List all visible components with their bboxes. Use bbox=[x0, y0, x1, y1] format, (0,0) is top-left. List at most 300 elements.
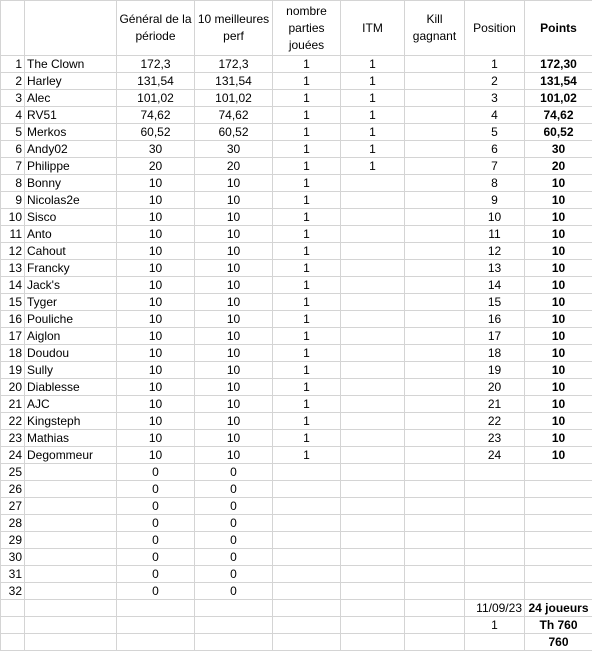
row-number[interactable]: 16 bbox=[1, 311, 25, 328]
itm-cell[interactable] bbox=[341, 311, 405, 328]
games-cell[interactable]: 1 bbox=[273, 56, 341, 73]
itm-cell[interactable]: 1 bbox=[341, 73, 405, 90]
kill-cell[interactable] bbox=[405, 260, 465, 277]
position-cell[interactable] bbox=[465, 583, 525, 600]
kill-cell[interactable] bbox=[405, 141, 465, 158]
best10-cell[interactable]: 0 bbox=[195, 549, 273, 566]
general-cell[interactable]: 10 bbox=[117, 328, 195, 345]
points-cell[interactable] bbox=[525, 464, 592, 481]
games-cell[interactable] bbox=[273, 498, 341, 515]
row-number[interactable]: 5 bbox=[1, 124, 25, 141]
points-cell[interactable]: 60,52 bbox=[525, 124, 592, 141]
kill-cell[interactable] bbox=[405, 226, 465, 243]
row-number[interactable]: 4 bbox=[1, 107, 25, 124]
player-name-cell[interactable] bbox=[25, 566, 117, 583]
row-number[interactable]: 6 bbox=[1, 141, 25, 158]
position-cell[interactable]: 22 bbox=[465, 413, 525, 430]
best10-cell[interactable]: 10 bbox=[195, 430, 273, 447]
points-cell[interactable]: 10 bbox=[525, 209, 592, 226]
best10-cell[interactable]: 10 bbox=[195, 277, 273, 294]
points-cell[interactable]: 10 bbox=[525, 311, 592, 328]
points-cell[interactable]: 10 bbox=[525, 430, 592, 447]
points-cell[interactable]: 20 bbox=[525, 158, 592, 175]
points-cell[interactable]: 10 bbox=[525, 379, 592, 396]
points-cell[interactable] bbox=[525, 549, 592, 566]
games-cell[interactable]: 1 bbox=[273, 311, 341, 328]
position-cell[interactable]: 16 bbox=[465, 311, 525, 328]
player-name-cell[interactable]: Kingsteph bbox=[25, 413, 117, 430]
row-number[interactable]: 17 bbox=[1, 328, 25, 345]
itm-cell[interactable]: 1 bbox=[341, 158, 405, 175]
general-cell[interactable]: 10 bbox=[117, 447, 195, 464]
footer-th[interactable]: Th 760 bbox=[525, 617, 592, 634]
row-number[interactable]: 32 bbox=[1, 583, 25, 600]
kill-cell[interactable] bbox=[405, 549, 465, 566]
position-cell[interactable] bbox=[465, 566, 525, 583]
points-cell[interactable]: 101,02 bbox=[525, 90, 592, 107]
games-cell[interactable]: 1 bbox=[273, 90, 341, 107]
kill-cell[interactable] bbox=[405, 379, 465, 396]
player-name-cell[interactable]: RV51 bbox=[25, 107, 117, 124]
games-cell[interactable]: 1 bbox=[273, 124, 341, 141]
general-cell[interactable]: 10 bbox=[117, 294, 195, 311]
best10-cell[interactable]: 0 bbox=[195, 498, 273, 515]
header-best10[interactable]: 10 meilleures perf bbox=[195, 1, 273, 56]
player-name-cell[interactable]: Jack's bbox=[25, 277, 117, 294]
points-cell[interactable]: 10 bbox=[525, 175, 592, 192]
points-cell[interactable]: 10 bbox=[525, 192, 592, 209]
best10-cell[interactable]: 74,62 bbox=[195, 107, 273, 124]
general-cell[interactable]: 30 bbox=[117, 141, 195, 158]
best10-cell[interactable]: 10 bbox=[195, 396, 273, 413]
position-cell[interactable]: 6 bbox=[465, 141, 525, 158]
itm-cell[interactable] bbox=[341, 396, 405, 413]
games-cell[interactable]: 1 bbox=[273, 379, 341, 396]
general-cell[interactable]: 0 bbox=[117, 515, 195, 532]
general-cell[interactable]: 10 bbox=[117, 209, 195, 226]
row-number[interactable]: 11 bbox=[1, 226, 25, 243]
general-cell[interactable]: 10 bbox=[117, 345, 195, 362]
header-kill[interactable]: Kill gagnant bbox=[405, 1, 465, 56]
row-number[interactable]: 31 bbox=[1, 566, 25, 583]
header-itm[interactable]: ITM bbox=[341, 1, 405, 56]
itm-cell[interactable] bbox=[341, 277, 405, 294]
row-number[interactable]: 9 bbox=[1, 192, 25, 209]
games-cell[interactable] bbox=[273, 549, 341, 566]
itm-cell[interactable] bbox=[341, 328, 405, 345]
general-cell[interactable]: 10 bbox=[117, 379, 195, 396]
player-name-cell[interactable]: The Clown bbox=[25, 56, 117, 73]
points-cell[interactable] bbox=[525, 481, 592, 498]
position-cell[interactable]: 11 bbox=[465, 226, 525, 243]
games-cell[interactable] bbox=[273, 464, 341, 481]
position-cell[interactable] bbox=[465, 464, 525, 481]
row-number[interactable]: 21 bbox=[1, 396, 25, 413]
kill-cell[interactable] bbox=[405, 362, 465, 379]
itm-cell[interactable] bbox=[341, 345, 405, 362]
itm-cell[interactable] bbox=[341, 498, 405, 515]
itm-cell[interactable] bbox=[341, 532, 405, 549]
games-cell[interactable]: 1 bbox=[273, 362, 341, 379]
best10-cell[interactable]: 10 bbox=[195, 379, 273, 396]
position-cell[interactable]: 23 bbox=[465, 430, 525, 447]
best10-cell[interactable]: 10 bbox=[195, 362, 273, 379]
player-name-cell[interactable]: Mathias bbox=[25, 430, 117, 447]
row-number[interactable]: 10 bbox=[1, 209, 25, 226]
row-number[interactable]: 25 bbox=[1, 464, 25, 481]
best10-cell[interactable]: 0 bbox=[195, 566, 273, 583]
games-cell[interactable]: 1 bbox=[273, 396, 341, 413]
position-cell[interactable]: 8 bbox=[465, 175, 525, 192]
itm-cell[interactable]: 1 bbox=[341, 90, 405, 107]
header-points[interactable]: Points bbox=[525, 1, 592, 56]
position-cell[interactable]: 7 bbox=[465, 158, 525, 175]
best10-cell[interactable]: 10 bbox=[195, 243, 273, 260]
best10-cell[interactable]: 10 bbox=[195, 345, 273, 362]
player-name-cell[interactable]: Sisco bbox=[25, 209, 117, 226]
general-cell[interactable]: 20 bbox=[117, 158, 195, 175]
player-name-cell[interactable] bbox=[25, 532, 117, 549]
position-cell[interactable]: 2 bbox=[465, 73, 525, 90]
itm-cell[interactable]: 1 bbox=[341, 141, 405, 158]
itm-cell[interactable]: 1 bbox=[341, 56, 405, 73]
position-cell[interactable]: 20 bbox=[465, 379, 525, 396]
itm-cell[interactable] bbox=[341, 226, 405, 243]
games-cell[interactable]: 1 bbox=[273, 294, 341, 311]
header-position[interactable]: Position bbox=[465, 1, 525, 56]
kill-cell[interactable] bbox=[405, 124, 465, 141]
player-name-cell[interactable]: Nicolas2e bbox=[25, 192, 117, 209]
itm-cell[interactable] bbox=[341, 549, 405, 566]
itm-cell[interactable] bbox=[341, 413, 405, 430]
position-cell[interactable]: 5 bbox=[465, 124, 525, 141]
best10-cell[interactable]: 60,52 bbox=[195, 124, 273, 141]
itm-cell[interactable] bbox=[341, 243, 405, 260]
general-cell[interactable]: 10 bbox=[117, 430, 195, 447]
player-name-cell[interactable]: Anto bbox=[25, 226, 117, 243]
header-cell-name[interactable] bbox=[25, 1, 117, 56]
kill-cell[interactable] bbox=[405, 209, 465, 226]
player-name-cell[interactable]: Tyger bbox=[25, 294, 117, 311]
games-cell[interactable]: 1 bbox=[273, 73, 341, 90]
general-cell[interactable]: 10 bbox=[117, 396, 195, 413]
best10-cell[interactable]: 0 bbox=[195, 532, 273, 549]
row-number[interactable]: 27 bbox=[1, 498, 25, 515]
itm-cell[interactable] bbox=[341, 379, 405, 396]
kill-cell[interactable] bbox=[405, 345, 465, 362]
general-cell[interactable]: 10 bbox=[117, 311, 195, 328]
kill-cell[interactable] bbox=[405, 481, 465, 498]
games-cell[interactable] bbox=[273, 481, 341, 498]
player-name-cell[interactable] bbox=[25, 498, 117, 515]
general-cell[interactable]: 0 bbox=[117, 566, 195, 583]
kill-cell[interactable] bbox=[405, 277, 465, 294]
position-cell[interactable] bbox=[465, 549, 525, 566]
points-cell[interactable]: 10 bbox=[525, 243, 592, 260]
points-cell[interactable]: 10 bbox=[525, 277, 592, 294]
kill-cell[interactable] bbox=[405, 532, 465, 549]
position-cell[interactable]: 15 bbox=[465, 294, 525, 311]
position-cell[interactable] bbox=[465, 532, 525, 549]
player-name-cell[interactable] bbox=[25, 583, 117, 600]
games-cell[interactable] bbox=[273, 566, 341, 583]
row-number[interactable]: 20 bbox=[1, 379, 25, 396]
row-number[interactable]: 18 bbox=[1, 345, 25, 362]
itm-cell[interactable] bbox=[341, 464, 405, 481]
row-number[interactable]: 23 bbox=[1, 430, 25, 447]
itm-cell[interactable] bbox=[341, 294, 405, 311]
general-cell[interactable]: 10 bbox=[117, 192, 195, 209]
kill-cell[interactable] bbox=[405, 447, 465, 464]
player-name-cell[interactable]: Diablesse bbox=[25, 379, 117, 396]
row-number[interactable]: 24 bbox=[1, 447, 25, 464]
games-cell[interactable]: 1 bbox=[273, 209, 341, 226]
general-cell[interactable]: 10 bbox=[117, 277, 195, 294]
kill-cell[interactable] bbox=[405, 192, 465, 209]
points-cell[interactable]: 10 bbox=[525, 226, 592, 243]
itm-cell[interactable] bbox=[341, 515, 405, 532]
games-cell[interactable] bbox=[273, 515, 341, 532]
best10-cell[interactable]: 0 bbox=[195, 481, 273, 498]
general-cell[interactable]: 10 bbox=[117, 260, 195, 277]
points-cell[interactable]: 10 bbox=[525, 345, 592, 362]
games-cell[interactable]: 1 bbox=[273, 277, 341, 294]
player-name-cell[interactable]: Bonny bbox=[25, 175, 117, 192]
itm-cell[interactable] bbox=[341, 260, 405, 277]
player-name-cell[interactable]: Doudou bbox=[25, 345, 117, 362]
footer-players[interactable]: 24 joueurs bbox=[525, 600, 592, 617]
position-cell[interactable]: 4 bbox=[465, 107, 525, 124]
best10-cell[interactable]: 10 bbox=[195, 175, 273, 192]
position-cell[interactable]: 14 bbox=[465, 277, 525, 294]
kill-cell[interactable] bbox=[405, 464, 465, 481]
itm-cell[interactable] bbox=[341, 209, 405, 226]
points-cell[interactable]: 10 bbox=[525, 413, 592, 430]
best10-cell[interactable]: 10 bbox=[195, 413, 273, 430]
kill-cell[interactable] bbox=[405, 107, 465, 124]
player-name-cell[interactable]: Aiglon bbox=[25, 328, 117, 345]
general-cell[interactable]: 10 bbox=[117, 362, 195, 379]
best10-cell[interactable]: 10 bbox=[195, 226, 273, 243]
general-cell[interactable]: 0 bbox=[117, 583, 195, 600]
best10-cell[interactable]: 172,3 bbox=[195, 56, 273, 73]
itm-cell[interactable] bbox=[341, 175, 405, 192]
header-cell-rank[interactable] bbox=[1, 1, 25, 56]
points-cell[interactable]: 131,54 bbox=[525, 73, 592, 90]
player-name-cell[interactable]: Sully bbox=[25, 362, 117, 379]
player-name-cell[interactable] bbox=[25, 481, 117, 498]
player-name-cell[interactable]: Merkos bbox=[25, 124, 117, 141]
points-cell[interactable]: 10 bbox=[525, 294, 592, 311]
row-number[interactable]: 26 bbox=[1, 481, 25, 498]
row-number[interactable]: 28 bbox=[1, 515, 25, 532]
kill-cell[interactable] bbox=[405, 73, 465, 90]
header-general[interactable]: Général de la période bbox=[117, 1, 195, 56]
itm-cell[interactable]: 1 bbox=[341, 107, 405, 124]
games-cell[interactable]: 1 bbox=[273, 345, 341, 362]
row-number[interactable]: 15 bbox=[1, 294, 25, 311]
kill-cell[interactable] bbox=[405, 175, 465, 192]
best10-cell[interactable]: 10 bbox=[195, 260, 273, 277]
general-cell[interactable]: 10 bbox=[117, 243, 195, 260]
itm-cell[interactable] bbox=[341, 447, 405, 464]
player-name-cell[interactable]: Andy02 bbox=[25, 141, 117, 158]
itm-cell[interactable]: 1 bbox=[341, 124, 405, 141]
row-number[interactable]: 30 bbox=[1, 549, 25, 566]
kill-cell[interactable] bbox=[405, 243, 465, 260]
kill-cell[interactable] bbox=[405, 90, 465, 107]
general-cell[interactable]: 172,3 bbox=[117, 56, 195, 73]
position-cell[interactable]: 12 bbox=[465, 243, 525, 260]
position-cell[interactable]: 24 bbox=[465, 447, 525, 464]
points-cell[interactable]: 74,62 bbox=[525, 107, 592, 124]
points-cell[interactable] bbox=[525, 583, 592, 600]
footer-count[interactable]: 1 bbox=[465, 617, 525, 634]
itm-cell[interactable] bbox=[341, 362, 405, 379]
header-games[interactable]: nombre parties jouées bbox=[273, 1, 341, 56]
best10-cell[interactable]: 10 bbox=[195, 328, 273, 345]
kill-cell[interactable] bbox=[405, 396, 465, 413]
games-cell[interactable] bbox=[273, 532, 341, 549]
games-cell[interactable]: 1 bbox=[273, 447, 341, 464]
points-cell[interactable]: 10 bbox=[525, 447, 592, 464]
games-cell[interactable]: 1 bbox=[273, 158, 341, 175]
best10-cell[interactable]: 10 bbox=[195, 209, 273, 226]
general-cell[interactable]: 131,54 bbox=[117, 73, 195, 90]
player-name-cell[interactable]: Cahout bbox=[25, 243, 117, 260]
kill-cell[interactable] bbox=[405, 430, 465, 447]
best10-cell[interactable]: 10 bbox=[195, 192, 273, 209]
kill-cell[interactable] bbox=[405, 515, 465, 532]
games-cell[interactable]: 1 bbox=[273, 260, 341, 277]
kill-cell[interactable] bbox=[405, 328, 465, 345]
games-cell[interactable]: 1 bbox=[273, 107, 341, 124]
footer-date[interactable]: 11/09/23 bbox=[465, 600, 525, 617]
points-cell[interactable]: 10 bbox=[525, 396, 592, 413]
points-cell[interactable]: 172,30 bbox=[525, 56, 592, 73]
points-cell[interactable] bbox=[525, 498, 592, 515]
general-cell[interactable]: 74,62 bbox=[117, 107, 195, 124]
best10-cell[interactable]: 0 bbox=[195, 464, 273, 481]
row-number[interactable]: 12 bbox=[1, 243, 25, 260]
row-number[interactable]: 2 bbox=[1, 73, 25, 90]
player-name-cell[interactable]: AJC bbox=[25, 396, 117, 413]
points-cell[interactable] bbox=[525, 566, 592, 583]
row-number[interactable]: 22 bbox=[1, 413, 25, 430]
points-cell[interactable]: 30 bbox=[525, 141, 592, 158]
games-cell[interactable] bbox=[273, 583, 341, 600]
row-number[interactable]: 19 bbox=[1, 362, 25, 379]
general-cell[interactable]: 60,52 bbox=[117, 124, 195, 141]
position-cell[interactable] bbox=[465, 515, 525, 532]
kill-cell[interactable] bbox=[405, 56, 465, 73]
kill-cell[interactable] bbox=[405, 158, 465, 175]
best10-cell[interactable]: 30 bbox=[195, 141, 273, 158]
points-cell[interactable]: 10 bbox=[525, 362, 592, 379]
position-cell[interactable]: 10 bbox=[465, 209, 525, 226]
footer-total[interactable]: 760 bbox=[525, 634, 592, 651]
best10-cell[interactable]: 131,54 bbox=[195, 73, 273, 90]
general-cell[interactable]: 0 bbox=[117, 498, 195, 515]
kill-cell[interactable] bbox=[405, 294, 465, 311]
player-name-cell[interactable] bbox=[25, 549, 117, 566]
position-cell[interactable]: 13 bbox=[465, 260, 525, 277]
position-cell[interactable]: 1 bbox=[465, 56, 525, 73]
row-number[interactable]: 14 bbox=[1, 277, 25, 294]
general-cell[interactable]: 10 bbox=[117, 175, 195, 192]
general-cell[interactable]: 0 bbox=[117, 549, 195, 566]
itm-cell[interactable] bbox=[341, 192, 405, 209]
position-cell[interactable] bbox=[465, 498, 525, 515]
player-name-cell[interactable]: Harley bbox=[25, 73, 117, 90]
kill-cell[interactable] bbox=[405, 583, 465, 600]
games-cell[interactable]: 1 bbox=[273, 226, 341, 243]
points-cell[interactable]: 10 bbox=[525, 260, 592, 277]
row-number[interactable]: 1 bbox=[1, 56, 25, 73]
games-cell[interactable]: 1 bbox=[273, 430, 341, 447]
best10-cell[interactable]: 10 bbox=[195, 294, 273, 311]
player-name-cell[interactable]: Pouliche bbox=[25, 311, 117, 328]
position-cell[interactable]: 18 bbox=[465, 345, 525, 362]
position-cell[interactable] bbox=[465, 481, 525, 498]
best10-cell[interactable]: 101,02 bbox=[195, 90, 273, 107]
row-number[interactable]: 3 bbox=[1, 90, 25, 107]
position-cell[interactable]: 17 bbox=[465, 328, 525, 345]
points-cell[interactable] bbox=[525, 515, 592, 532]
games-cell[interactable]: 1 bbox=[273, 243, 341, 260]
player-name-cell[interactable]: Francky bbox=[25, 260, 117, 277]
games-cell[interactable]: 1 bbox=[273, 413, 341, 430]
itm-cell[interactable] bbox=[341, 583, 405, 600]
games-cell[interactable]: 1 bbox=[273, 141, 341, 158]
kill-cell[interactable] bbox=[405, 413, 465, 430]
player-name-cell[interactable]: Alec bbox=[25, 90, 117, 107]
best10-cell[interactable]: 10 bbox=[195, 311, 273, 328]
games-cell[interactable]: 1 bbox=[273, 328, 341, 345]
player-name-cell[interactable] bbox=[25, 464, 117, 481]
kill-cell[interactable] bbox=[405, 566, 465, 583]
general-cell[interactable]: 10 bbox=[117, 226, 195, 243]
itm-cell[interactable] bbox=[341, 430, 405, 447]
position-cell[interactable]: 21 bbox=[465, 396, 525, 413]
points-cell[interactable] bbox=[525, 532, 592, 549]
games-cell[interactable]: 1 bbox=[273, 192, 341, 209]
itm-cell[interactable] bbox=[341, 566, 405, 583]
player-name-cell[interactable]: Degommeur bbox=[25, 447, 117, 464]
row-number[interactable]: 29 bbox=[1, 532, 25, 549]
general-cell[interactable]: 10 bbox=[117, 413, 195, 430]
position-cell[interactable]: 19 bbox=[465, 362, 525, 379]
points-cell[interactable]: 10 bbox=[525, 328, 592, 345]
player-name-cell[interactable]: Philippe bbox=[25, 158, 117, 175]
best10-cell[interactable]: 0 bbox=[195, 515, 273, 532]
position-cell[interactable]: 3 bbox=[465, 90, 525, 107]
general-cell[interactable]: 0 bbox=[117, 464, 195, 481]
row-number[interactable]: 13 bbox=[1, 260, 25, 277]
row-number[interactable]: 8 bbox=[1, 175, 25, 192]
general-cell[interactable]: 101,02 bbox=[117, 90, 195, 107]
itm-cell[interactable] bbox=[341, 481, 405, 498]
games-cell[interactable]: 1 bbox=[273, 175, 341, 192]
general-cell[interactable]: 0 bbox=[117, 481, 195, 498]
kill-cell[interactable] bbox=[405, 498, 465, 515]
kill-cell[interactable] bbox=[405, 311, 465, 328]
best10-cell[interactable]: 0 bbox=[195, 583, 273, 600]
player-name-cell[interactable] bbox=[25, 515, 117, 532]
general-cell[interactable]: 0 bbox=[117, 532, 195, 549]
best10-cell[interactable]: 10 bbox=[195, 447, 273, 464]
best10-cell[interactable]: 20 bbox=[195, 158, 273, 175]
